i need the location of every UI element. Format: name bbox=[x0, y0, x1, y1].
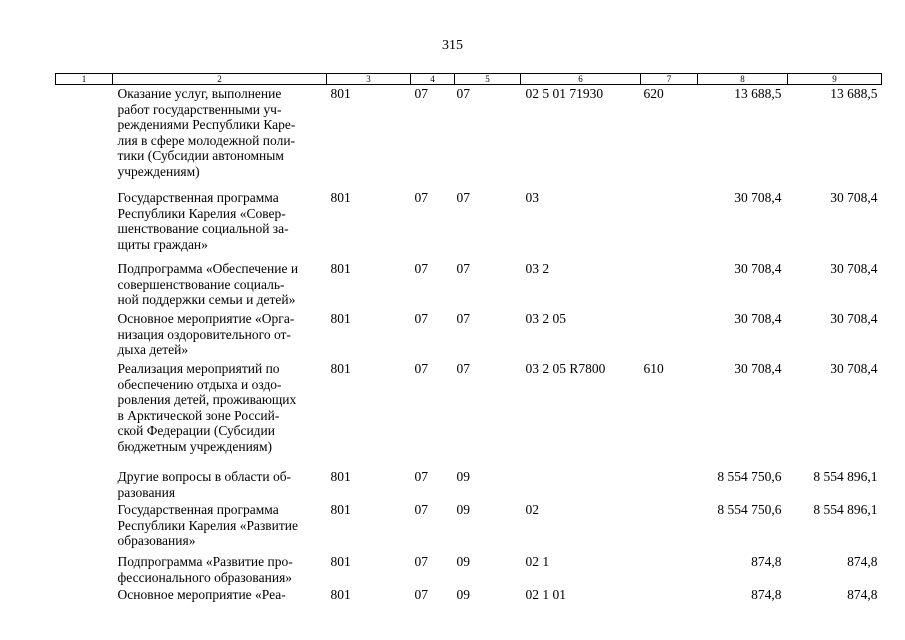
target-article-cell: 03 2 bbox=[525, 261, 550, 276]
amount-year2-cell: 8 554 896,1 bbox=[813, 469, 878, 484]
target-article-cell: 03 bbox=[525, 190, 539, 205]
section-code-cell: 07 bbox=[414, 554, 428, 569]
item-name-line: Подпрограмма «Развитие про- bbox=[117, 554, 293, 569]
row-number-cell bbox=[56, 310, 113, 360]
row-number-cell bbox=[56, 468, 113, 501]
item-name-line: обеспечению отдыха и оздо- bbox=[117, 376, 282, 392]
table-row bbox=[56, 553, 882, 586]
table-row bbox=[56, 310, 882, 360]
item-name-line: работ государственными уч- bbox=[117, 101, 282, 117]
grbs-code-cell: 801 bbox=[330, 587, 351, 602]
expense-type-cell bbox=[641, 468, 698, 501]
row-number-cell bbox=[56, 501, 113, 553]
section-code-cell: 07 bbox=[414, 190, 428, 205]
section-code-cell: 07 bbox=[414, 361, 428, 376]
item-name-cell bbox=[113, 468, 327, 501]
item-name-line: Государственная программа bbox=[117, 502, 279, 517]
subsection-code-cell: 07 bbox=[456, 361, 470, 376]
item-name-line: совершенствование социаль- bbox=[117, 276, 285, 292]
expense-type-cell bbox=[641, 310, 698, 360]
expense-type-cell bbox=[641, 501, 698, 553]
subsection-code-cell: 07 bbox=[456, 190, 470, 205]
amount-year2-cell: 30 708,4 bbox=[830, 361, 878, 376]
row-number-cell bbox=[56, 189, 113, 260]
expense-type-cell bbox=[641, 586, 698, 603]
subsection-code-cell: 07 bbox=[456, 86, 470, 101]
table-row bbox=[56, 260, 882, 310]
item-name-line: Оказание услуг, выполнение bbox=[117, 86, 282, 101]
item-name-line: ной поддержки семьи и детей» bbox=[117, 292, 296, 308]
item-name-cell bbox=[113, 85, 327, 190]
header-cell: 7 bbox=[641, 74, 698, 85]
table-row bbox=[56, 468, 882, 501]
header-cell: 8 bbox=[698, 74, 788, 85]
section-code-cell: 07 bbox=[414, 261, 428, 276]
target-article-cell: 02 5 01 71930 bbox=[525, 86, 604, 101]
item-name-line: разования bbox=[117, 484, 176, 500]
item-name-line: ровления детей, проживающих bbox=[117, 392, 297, 408]
header-cell: 1 bbox=[56, 74, 113, 85]
expense-type-cell: 610 bbox=[643, 361, 664, 376]
item-name-line: в Арктической зоне Россий- bbox=[117, 407, 280, 423]
item-name-line: Основное мероприятие «Орга- bbox=[117, 311, 295, 326]
table-row bbox=[56, 189, 882, 260]
subsection-code-cell: 07 bbox=[456, 311, 470, 326]
row-number-cell bbox=[56, 85, 113, 190]
subsection-code-cell: 07 bbox=[456, 261, 470, 276]
section-code-cell: 07 bbox=[414, 502, 428, 517]
row-number-cell bbox=[56, 553, 113, 586]
table-header bbox=[56, 74, 882, 85]
grbs-code-cell: 801 bbox=[330, 361, 351, 376]
item-name-line: дыха детей» bbox=[117, 342, 189, 358]
item-name-cell bbox=[113, 260, 327, 310]
amount-year1-cell: 30 708,4 bbox=[734, 261, 782, 276]
target-article-cell: 02 1 bbox=[525, 554, 550, 569]
header-cell: 6 bbox=[521, 74, 641, 85]
table-row bbox=[56, 85, 882, 190]
item-name-cell bbox=[113, 586, 327, 603]
item-name-line: Подпрограмма «Обеспечение и bbox=[117, 261, 299, 276]
row-number-cell bbox=[56, 586, 113, 603]
section-code-cell: 07 bbox=[414, 311, 428, 326]
item-name-line: лия в сфере молодежной поли- bbox=[117, 132, 296, 148]
amount-year2-cell: 30 708,4 bbox=[830, 261, 878, 276]
expense-type-cell: 620 bbox=[643, 86, 664, 101]
item-name-line: Государственная программа bbox=[117, 190, 279, 205]
amount-year1-cell: 8 554 750,6 bbox=[717, 469, 782, 484]
item-name-line: низация оздоровительного от- bbox=[117, 326, 291, 342]
subsection-code-cell: 09 bbox=[456, 554, 470, 569]
item-name-line: учреждениям) bbox=[117, 163, 200, 179]
header-cell: 4 bbox=[411, 74, 455, 85]
grbs-code-cell: 801 bbox=[330, 469, 351, 484]
item-name-line: щиты граждан» bbox=[117, 236, 208, 252]
grbs-code-cell: 801 bbox=[330, 261, 351, 276]
item-name-line: Республики Карелия «Развитие bbox=[117, 517, 299, 533]
target-article-cell bbox=[521, 468, 641, 501]
grbs-code-cell: 801 bbox=[330, 311, 351, 326]
expense-type-cell bbox=[641, 189, 698, 260]
amount-year2-cell: 874,8 bbox=[847, 554, 878, 569]
row-number-cell bbox=[56, 260, 113, 310]
table-row bbox=[56, 501, 882, 553]
section-code-cell: 07 bbox=[414, 469, 428, 484]
item-name-cell bbox=[113, 360, 327, 468]
item-name-line: Основное мероприятие «Реа- bbox=[117, 587, 286, 602]
amount-year1-cell: 8 554 750,6 bbox=[717, 502, 782, 517]
amount-year2-cell: 13 688,5 bbox=[830, 86, 878, 101]
budget-table bbox=[55, 73, 882, 603]
grbs-code-cell: 801 bbox=[330, 190, 351, 205]
item-name-cell bbox=[113, 310, 327, 360]
item-name-cell bbox=[113, 189, 327, 260]
header-cell: 2 bbox=[113, 74, 327, 85]
grbs-code-cell: 801 bbox=[330, 86, 351, 101]
item-name-line: Реализация мероприятий по bbox=[117, 361, 280, 376]
target-article-cell: 03 2 05 R7800 bbox=[525, 361, 606, 376]
target-article-cell: 02 1 01 bbox=[525, 587, 566, 602]
row-number-cell bbox=[56, 360, 113, 468]
subsection-code-cell: 09 bbox=[456, 502, 470, 517]
target-article-cell: 02 bbox=[525, 502, 539, 517]
amount-year2-cell: 874,8 bbox=[847, 587, 878, 602]
item-name-line: бюджетным учреждениям) bbox=[117, 438, 273, 454]
subsection-code-cell: 09 bbox=[456, 587, 470, 602]
header-cell: 9 bbox=[788, 74, 882, 85]
section-code-cell: 07 bbox=[414, 587, 428, 602]
item-name-cell bbox=[113, 553, 327, 586]
item-name-line: ской Федерации (Субсидии bbox=[117, 423, 275, 439]
amount-year2-cell: 30 708,4 bbox=[830, 190, 878, 205]
page-number: 315 bbox=[442, 38, 463, 53]
amount-year1-cell: 30 708,4 bbox=[734, 311, 782, 326]
table-row bbox=[56, 360, 882, 468]
item-name-cell bbox=[113, 501, 327, 553]
table-body bbox=[56, 85, 882, 604]
table-row bbox=[56, 586, 882, 603]
amount-year1-cell: 13 688,5 bbox=[734, 86, 782, 101]
subsection-code-cell: 09 bbox=[456, 469, 470, 484]
item-name-line: образования» bbox=[117, 533, 196, 549]
section-code-cell: 07 bbox=[414, 86, 428, 101]
amount-year1-cell: 874,8 bbox=[751, 554, 782, 569]
amount-year2-cell: 8 554 896,1 bbox=[813, 502, 878, 517]
target-article-cell: 03 2 05 bbox=[525, 311, 566, 326]
expense-type-cell bbox=[641, 260, 698, 310]
amount-year1-cell: 874,8 bbox=[751, 587, 782, 602]
grbs-code-cell: 801 bbox=[330, 502, 351, 517]
item-name-line: Другие вопросы в области об- bbox=[117, 469, 292, 484]
item-name-line: шенствование социальной за- bbox=[117, 221, 289, 237]
item-name-line: реждениями Республики Каре- bbox=[117, 117, 296, 133]
amount-year2-cell: 30 708,4 bbox=[830, 311, 878, 326]
grbs-code-cell: 801 bbox=[330, 554, 351, 569]
expense-type-cell bbox=[641, 553, 698, 586]
header-cell: 5 bbox=[455, 74, 521, 85]
item-name-line: тики (Субсидии автономным bbox=[117, 148, 284, 164]
header-cell: 3 bbox=[327, 74, 411, 85]
amount-year1-cell: 30 708,4 bbox=[734, 190, 782, 205]
amount-year1-cell: 30 708,4 bbox=[734, 361, 782, 376]
item-name-line: Республики Карелия «Совер- bbox=[117, 205, 286, 221]
item-name-line: фессионального образования» bbox=[117, 569, 293, 585]
